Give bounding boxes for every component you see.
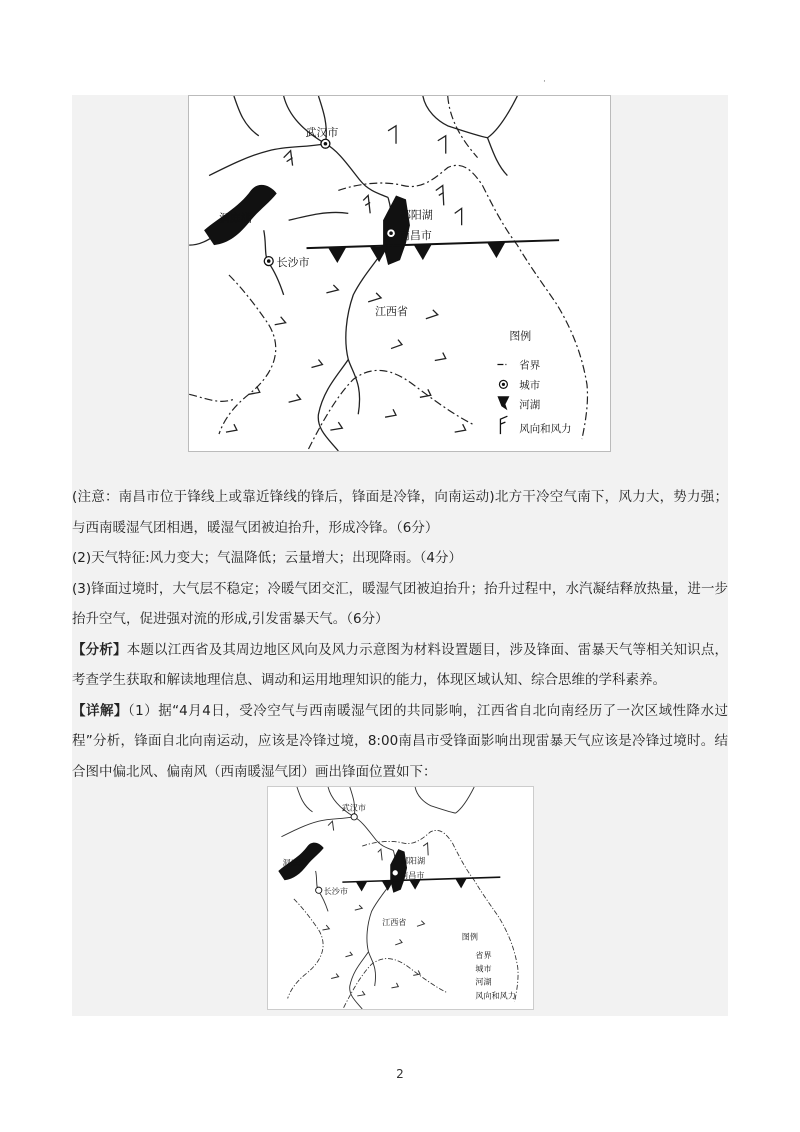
wind-barbs [226, 126, 466, 432]
wind-barb [326, 285, 338, 293]
wind-barb [438, 136, 446, 154]
map-canvas-small [268, 787, 533, 1009]
analysis-text: 本题以江西省及其周边地区风向及风力示意图为材料设置题目，涉及锋面、雷暴天气等相关知识点，考查学生获取和解读地理信息、调动和运用地理知识的能力，体现区域认知、综合思维的学科素养。 [72, 641, 729, 688]
label-dongting: 洞庭湖 [219, 211, 252, 225]
answer-part2: (2)天气特征:风力变大；气温降低；云量增大；出现降雨。（4分） [72, 550, 463, 566]
corner-mark: · [543, 77, 546, 87]
svg-text:洞庭湖: 洞庭湖 [282, 857, 307, 868]
svg-text:武汉市: 武汉市 [341, 802, 366, 813]
wind-barb [388, 126, 396, 144]
map-legend [497, 329, 571, 435]
answer-part3: (3)锋面过境时，大气层不稳定；冷暖气团交汇，暖湿气团被迫抬升；抬升过程中，水汽凝结释放热量，进一步抬升空气，促进强对流的形成,引发雷暴天气。（6分） [72, 580, 728, 627]
svg-text:长沙市: 长沙市 [323, 885, 348, 896]
wind-barb [435, 353, 446, 361]
label-jiangxi: 江西省 [375, 304, 408, 318]
detail-text: （1）据“4月4日，受冷空气与西南暖湿气团的共同影响，江西省自北向南经历了一次区域性降水过程”分析，锋面自北向南运动，应该是冷锋过境，8:00南昌市受锋面影响出现雷暴天气应该是冷锋过境时。结合图中偏北风、偏南风（西南暖湿气团）画出锋面位置如下： [72, 702, 729, 780]
page-number: 2 [396, 1067, 404, 1081]
legend-item-lake: 河湖 [519, 399, 541, 412]
legend-title: 图例 [509, 329, 532, 343]
svg-text:鄱阳湖: 鄱阳湖 [400, 855, 426, 866]
rivers [189, 96, 517, 451]
svg-text:江西省: 江西省 [382, 917, 407, 928]
wind-barb [311, 360, 322, 368]
legend-lake-symbol [497, 396, 509, 410]
province-boundaries [189, 96, 587, 449]
weather-map-main [188, 95, 611, 452]
city-changsha-marker [264, 257, 273, 266]
wind-barb [249, 386, 260, 394]
answer-text-block [72, 482, 728, 787]
cold-front-triangles [328, 242, 505, 263]
label-wuhan: 武汉市 [305, 125, 339, 139]
city-nanchang-marker [387, 229, 396, 238]
wind-barb [330, 422, 342, 430]
legend-item-boundary: 省界 [519, 359, 541, 372]
label-poyang: 鄱阳湖 [399, 208, 433, 222]
svg-text:风向和风力: 风向和风力 [475, 990, 516, 1001]
detail-tag: 【详解】 [72, 702, 128, 719]
wind-barb [363, 195, 370, 213]
label-nanchang: 南昌市 [399, 229, 432, 243]
wind-barb [368, 293, 381, 302]
analysis-paragraph [72, 635, 728, 696]
wind-barb [226, 424, 237, 432]
wind-barb [385, 409, 396, 417]
cold-front-line [307, 240, 560, 248]
wind-barb [289, 394, 301, 402]
map-labels [219, 125, 433, 318]
legend-wind-symbol [500, 416, 507, 434]
svg-text:省界: 省界 [475, 950, 492, 961]
city-wuhan-marker [321, 139, 330, 148]
map-canvas [189, 96, 610, 451]
wind-barb [455, 424, 466, 432]
legend-item-city: 城市 [519, 379, 541, 392]
answer-note: (注意：南昌市位于锋线上或靠近锋线的锋后，锋面是冷锋，向南运动)北方干冷空气南下，风力大，势力强；与西南暖湿气团相遇，暖湿气团被迫抬升，形成冷锋。（6分） [72, 489, 728, 536]
wind-barb [426, 310, 438, 319]
svg-text:河湖: 河湖 [475, 976, 492, 987]
svg-text:南昌市: 南昌市 [400, 869, 425, 880]
wind-barb [436, 185, 444, 205]
detail-paragraph [72, 696, 728, 788]
weather-map-answer [267, 786, 534, 1010]
wind-barb [455, 208, 462, 225]
legend-item-wind: 风向和风力 [519, 423, 572, 436]
wind-barb [284, 151, 293, 166]
wind-barb [391, 340, 402, 349]
label-changsha: 长沙市 [276, 256, 310, 270]
svg-text:图例: 图例 [461, 931, 478, 942]
svg-text:城市: 城市 [475, 963, 492, 974]
analysis-tag: 【分析】 [72, 641, 127, 658]
wind-barb [275, 317, 286, 325]
